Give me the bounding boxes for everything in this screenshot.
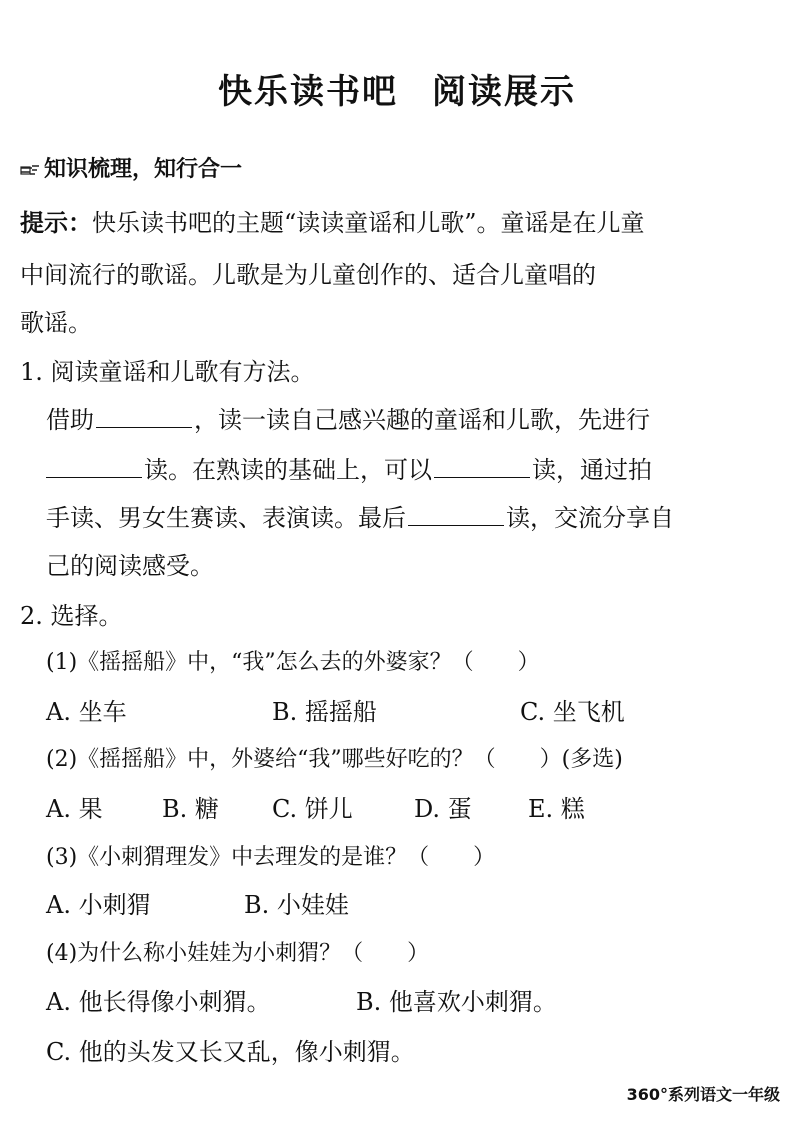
q2-4-option-c[interactable]: C. 他的头发又长又乱，像小刺猬。	[46, 1038, 415, 1066]
section-heading	[20, 155, 242, 185]
fill-blank-4[interactable]	[408, 503, 504, 526]
fill-blank-3[interactable]	[434, 455, 530, 478]
q2-4-option-b[interactable]: B. 他喜欢小刺猬。	[356, 988, 557, 1016]
q1-l3b: 读，交流分享自	[506, 504, 674, 532]
q1-heading: 1. 阅读童谣和儿歌有方法。	[20, 358, 315, 386]
title-part2: 阅读展示	[432, 72, 576, 112]
q2-3-question: (3)《小刺猬理发》中去理发的是谁？（ ）	[46, 845, 496, 870]
hint-text-1: 快乐读书吧的主题“读读童谣和儿歌”。童谣是在儿童	[92, 209, 645, 237]
footer-series-label: 360°系列语文一年级	[626, 1085, 780, 1104]
q2-2-option-a[interactable]: A. 果	[46, 795, 103, 823]
q1-l1a: 借助	[46, 406, 94, 434]
q1-line-1	[46, 405, 650, 435]
q2-2-option-c[interactable]: C. 饼儿	[272, 795, 353, 823]
hint-line-3: 歌谣。	[20, 309, 92, 337]
q1-line-2	[46, 455, 652, 485]
q2-2-question: (2)《摇摇船》中，外婆给“我”哪些好吃的？（ ）(多选)	[46, 747, 623, 772]
q2-2-option-d[interactable]: D. 蛋	[414, 795, 472, 823]
q1-l3a: 手读、男女生赛读、表演读。最后	[46, 504, 406, 532]
pointing-hand-icon	[20, 163, 40, 177]
hint-label: 提示：	[20, 209, 92, 237]
q2-1-option-b[interactable]: B. 摇摇船	[272, 698, 377, 726]
q1-line-4: 己的阅读感受。	[46, 552, 214, 580]
q1-l2b: 读，通过拍	[532, 456, 652, 484]
section-heading-text: 知识梳理，知行合一	[44, 157, 243, 182]
q2-heading: 2. 选择。	[20, 602, 123, 630]
q1-l2a: 读。在熟读的基础上，可以	[144, 456, 432, 484]
q1-l1b: ，读一读自己感兴趣的童谣和儿歌，先进行	[194, 406, 650, 434]
hint-line-2: 中间流行的歌谣。儿歌是为儿童创作的、适合儿童唱的	[20, 261, 596, 289]
q2-1-question: (1)《摇摇船》中，“我”怎么去的外婆家？（ ）	[46, 650, 540, 675]
q2-2-option-b[interactable]: B. 糖	[162, 795, 219, 823]
q1-line-3	[46, 503, 674, 533]
q2-4-option-a[interactable]: A. 他长得像小刺猬。	[46, 988, 271, 1016]
q2-1-option-c[interactable]: C. 坐飞机	[520, 698, 625, 726]
hint-line-1	[20, 208, 645, 238]
q2-3-option-a[interactable]: A. 小刺猬	[46, 891, 151, 919]
q2-3-option-b[interactable]: B. 小娃娃	[244, 891, 349, 919]
page-title	[0, 64, 794, 113]
fill-blank-2[interactable]	[46, 455, 142, 478]
fill-blank-1[interactable]	[96, 405, 192, 428]
title-part1: 快乐读书吧	[218, 72, 398, 112]
q2-2-option-e[interactable]: E. 糕	[528, 795, 585, 823]
q2-1-option-a[interactable]: A. 坐车	[46, 698, 127, 726]
q2-4-question: (4)为什么称小娃娃为小刺猬？（ ）	[46, 941, 430, 966]
